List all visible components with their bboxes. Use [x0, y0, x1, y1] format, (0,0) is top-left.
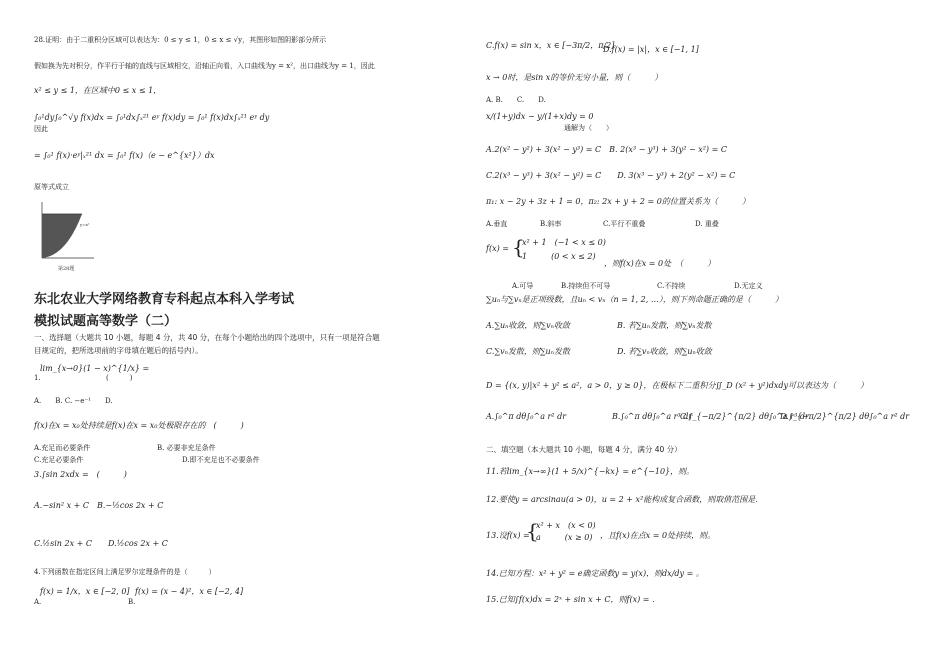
q8-option-b: B.持续但不可导 [561, 282, 611, 290]
q8-option-c: C.不持续 [657, 282, 686, 290]
q9-option-c: C.∑vₙ发散，则∑uₙ发散 [486, 347, 570, 356]
section1-instructions-line1: 一、选择题（大题共 10 小题，每题 4 分，共 40 分，在每个小题给出的四个选项中，只有一项是符合题 [34, 333, 380, 342]
q10-option-d: D.∫_{−π/2}^{π/2} dθ∫₀^a r² dr [780, 412, 910, 421]
figure-curve-label: y=x² [80, 222, 90, 227]
q12: 12.要使y = arcsinau(a > 0)，u = 2 + x²能构成复合函数，则取值范围是． [486, 495, 764, 504]
q8-definition-2: 1 (0 < x ≤ 2) [522, 252, 596, 261]
q2-option-b: B. 必要非充足条件 [157, 444, 216, 452]
q5-options: A. B. C. D. [486, 96, 546, 104]
q28-conclusion: 原等式成立 [34, 183, 69, 191]
q9-option-d: D. 若∑vₙ收敛，则∑uₙ收敛 [617, 347, 712, 356]
q5-stem: x → 0时，是sin x的等价无穷小量，则（ ） [486, 73, 663, 82]
q7-option-d: D. 重叠 [695, 220, 719, 228]
q4-option-b: f(x) = (x − 4)²，x ∈ [−2, 4] [135, 587, 244, 596]
q8-tail: ，则f(x)在x = 0处 （ ） [604, 259, 716, 268]
q3-options-ab: A.−sin² x + C B.−½cos 2x + C [34, 501, 164, 510]
q2-option-d: D.即不充足也不必要条件 [182, 456, 260, 464]
q6-options-ab: A.2(x² − y²) + 3(x² − y³) = C B. 2(x³ − y³) + 3(y² − x²) = C [486, 145, 727, 154]
q28-therefore: 因此 [34, 125, 48, 133]
q7-option-c: C.平行不重叠 [603, 220, 646, 228]
section1-instructions-line2: 目规定的，把所选项前的字母填在题后的括号内）。 [34, 346, 203, 355]
q11: 11.若lim_{x→∞}(1 + 5/x)^{−kx} = e^{−10}，则。 [486, 467, 695, 476]
q28-equation-2: = ∫₀¹ f(x)·eʸ|ₓ²¹ dx = ∫₀¹ f(x)（e − e^{x²}）dx [34, 151, 215, 160]
q2-stem: f(x)在x = x₀处持续是f(x)在x = x₀处极限存在的 ( ) [34, 421, 244, 430]
q28-equation-1: ∫₀¹dy∫₀^√y f(x)dx = ∫₀¹dx∫ₓ²¹ eʸ f(x)dy = ∫₀¹ f(x)dx∫ₓ²¹ eʸ dy [34, 113, 270, 122]
q9-stem: ∑uₙ与∑vₙ是正项级数，且uₙ < vₙ（n = 1, 2, …），则下列命题正确的是（ ） [486, 295, 783, 304]
q4-stem: 4.下列函数在指定区间上满足罗尔定理条件的是（ ） [34, 568, 216, 576]
q10-option-b: B.∫₀^π dθ∫₀^a r³ dr [612, 412, 693, 421]
q10-option-a: A.∫₀^π dθ∫₀^a r² dr [486, 412, 567, 421]
q14: 14.已知方程：x² + y² = e确定函数y = y(x)，则dx/dy = 。 [486, 569, 704, 578]
q2-option-c: C.充足必要条件 [34, 456, 84, 464]
q3-options-cd: C.½sin 2x + C D.½cos 2x + C [34, 539, 168, 548]
q13-brace: { [526, 519, 539, 543]
q28-line1: 28.证明：由于二重积分区域可以表达为：0 ≤ y ≤ 1，0 ≤ x ≤ √y，其图形如图阴影部分所示 [34, 36, 327, 44]
q28-region-figure [36, 200, 98, 272]
q6-equation: x/(1+y)dx − y/(1+x)dy = 0 [486, 112, 594, 121]
q6-stem: 通解为（ ） [564, 124, 613, 132]
q28-line2: 假如换为先对积分，作平行于轴的直线与区域相交，沿轴正向看，入口曲线为y = x²，出口曲线为y = 1，因此 [34, 62, 375, 70]
section2-heading: 二、填空题（本大题共 10 小题，每题 4 分，满分 40 分） [486, 445, 682, 454]
q8-definition-1: x² + 1 (−1 < x ≤ 0) [522, 238, 606, 247]
q4-option-d: D.f(x) = |x|，x ∈ [−1, 1] [603, 45, 699, 54]
q4-label-a: A. [34, 598, 42, 606]
q8-option-d: D.无定义 [734, 282, 763, 290]
q9-option-b: B. 若∑uₙ发散，则∑vₙ发散 [617, 321, 712, 330]
exam-subtitle: 模拟试题高等数学（二） [34, 314, 178, 329]
q1-answer-paren: ( ) [106, 374, 133, 382]
q1-options: A. B. C. −e⁻¹ D. [34, 397, 113, 405]
q8-brace: { [512, 235, 525, 259]
figure-caption: 第28题 [58, 266, 75, 272]
q6-options-cd: C.2(x³ − y³) + 3(x² − y²) = C D. 3(x³ − y³) + 2(y² − x²) = C [486, 171, 736, 180]
q1-expression: lim_{x→0}(1 − x)^{1/x} = [40, 364, 150, 373]
q2-option-a: A.充足而必要条件 [34, 444, 91, 452]
q7-option-a: A.垂直 [486, 220, 508, 228]
q7-stem: π₁: x − 2y + 3z + 1 = 0，π₂: 2x + y + 2 = 0的位置关系为（ ） [486, 197, 750, 206]
q28-line3: x² ≤ y ≤ 1，在区域中0 ≤ x ≤ 1， [34, 86, 162, 95]
exam-title: 东北农业大学网络教育专科起点本科入学考试 [34, 292, 295, 307]
q13-definition-1: x² + x (x < 0) [536, 521, 596, 530]
q13-tail: ，且f(x)在点x = 0处持续，则。 [600, 531, 716, 540]
q3-stem: 3.∫sin 2xdx = ( ) [34, 470, 127, 479]
q10-stem: D = {(x, y)|x² + y² ≤ a²，a > 0，y ≥ 0}，在极标下二重积分∬_D (x² + y²)dxdy可以表达为（ ） [486, 381, 869, 390]
q15: 15.已知∫f(x)dx = 2ˣ + sin x + C，则f(x) = ． [486, 595, 661, 604]
q13-definition-2: a (x ≥ 0) [536, 533, 593, 542]
q4-label-b: B. [128, 598, 136, 606]
q9-option-a: A.∑uₙ收敛，则∑vₙ收敛 [486, 321, 570, 330]
q8-option-a: A.可导 [512, 282, 534, 290]
q7-option-b: B.斜率 [540, 220, 562, 228]
q1-number: 1. [34, 374, 41, 382]
q4-option-a: f(x) = 1/x，x ∈ [−2, 0] [40, 587, 130, 596]
q4-option-c: C.f(x) = sin x，x ∈ [−3π/2，π/2] [486, 41, 615, 50]
q8-lead: f(x) = [486, 244, 509, 253]
q10-option-c: C.∫_{−π/2}^{π/2} dθ∫₀^a r³ dr [680, 412, 809, 421]
q13-lead: 13.设f(x) = [486, 531, 530, 540]
